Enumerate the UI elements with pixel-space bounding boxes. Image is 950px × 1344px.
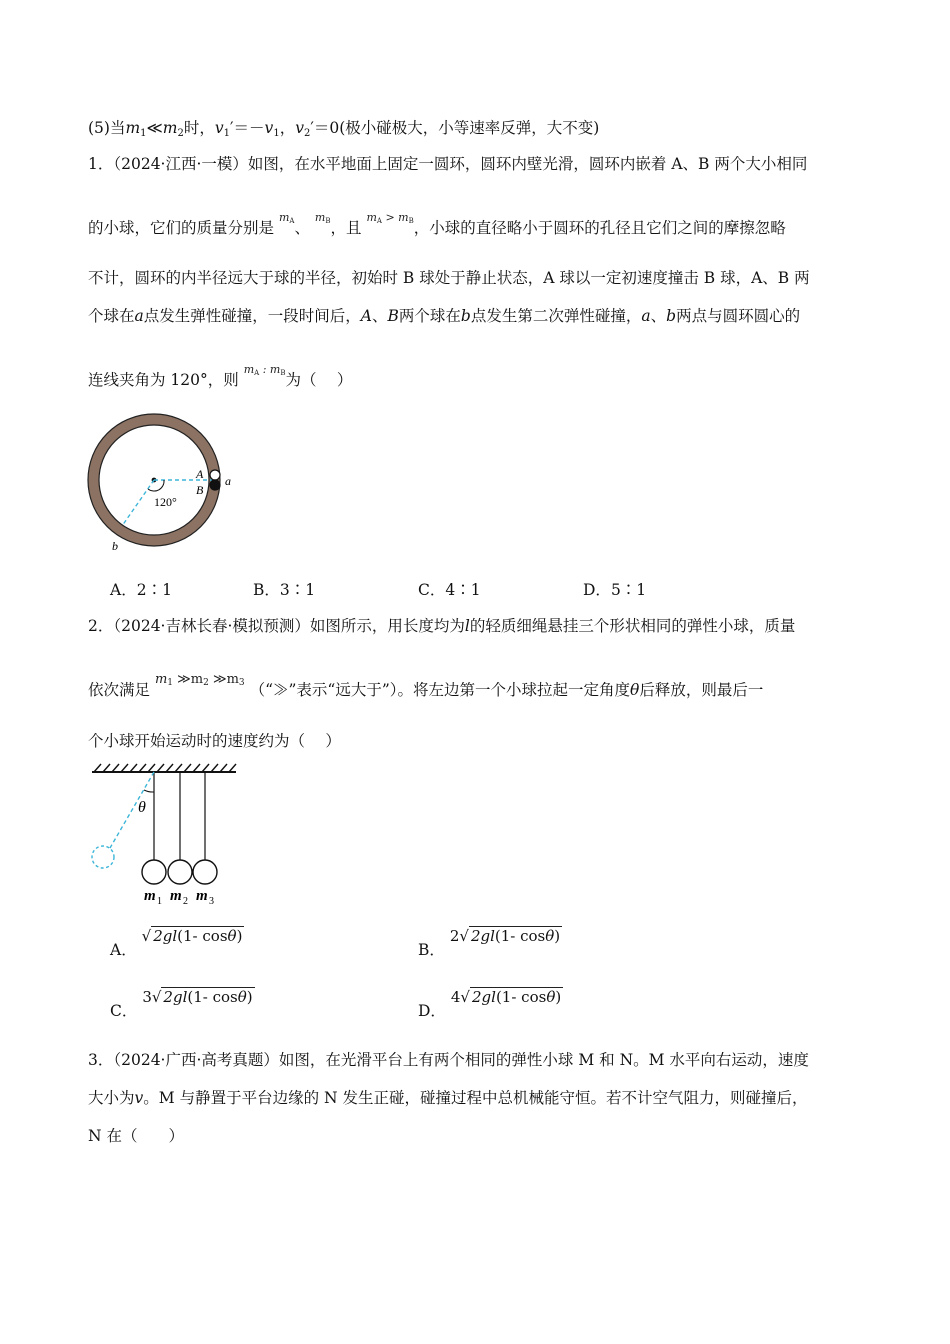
q3-line-3: N 在（ ）	[88, 1127, 184, 1145]
radical-expression: 3√ 2gl(1- cosθ)	[142, 988, 253, 1006]
mass-b-symbol: mB	[314, 211, 331, 225]
radical-expression: √ 2gl(1- cosθ)	[141, 927, 243, 945]
q2-option-b[interactable]: B． 2√ 2gl(1- cosθ)	[418, 927, 561, 959]
q1-option-d[interactable]: D．5∶1	[583, 581, 647, 599]
label-m3: m	[196, 888, 208, 904]
ring-figure	[82, 412, 252, 560]
q2-option-a[interactable]: A． √ 2gl(1- cosθ)	[110, 927, 243, 959]
q1-line-4: 个球在a点发生弹性碰撞，一段时间后，A、B两个球在b点发生第二次弹性碰撞，a、b两点与圆环圆心的	[88, 307, 801, 325]
q2-line-2: 依次满足 $^{m1 ≫m2 ≫m3}$ （“≫”表示“远大于”）。将左边第一个小球拉起一定角度θ后释放，则最后一	[88, 672, 764, 699]
q1-line-5: 连线夹角为 120°，则 $^{mA : mB}$为（ ）	[88, 363, 353, 389]
theta-arc	[144, 790, 154, 792]
mass-inequality: mA > mB	[366, 211, 414, 225]
ball-a	[210, 470, 220, 480]
label-theta: θ	[138, 799, 146, 816]
ball-m3	[193, 860, 217, 884]
q2-line-1: 2．（2024·吉林长春·模拟预测）如图所示，用长度均为l的轻质细绳悬挂三个形状相同的弹性小球，质量	[88, 617, 796, 635]
label-m3-sub: 3	[209, 896, 214, 907]
mass-order: m1 ≫m2 ≫m3	[154, 672, 245, 688]
q1-line-2: 的小球，它们的质量分别是 $^{mA}$、 $^{mB}$，且 $^{mA > mB}$，小球的直径略小于圆环的孔径且它们之间的摩擦忽略	[88, 211, 786, 237]
radical-expression: 2√ 2gl(1- cosθ)	[449, 927, 561, 945]
q1-option-a[interactable]: A．2∶1	[110, 581, 172, 599]
q1-line-3: 不计，圆环的内半径远大于球的半径，初始时 B 球处于静止状态，A 球以一定初速度撞击 B 球，A、B 两	[88, 269, 810, 287]
mass-ratio: mA : mB	[243, 363, 286, 377]
q3-line-1: 3．（2024·广西·高考真题）如图，在光滑平台上有两个相同的弹性小球 M 和 N。M 水平向右运动，速度	[88, 1051, 809, 1069]
label-m1: m	[144, 888, 156, 904]
mass-a-symbol: mA	[278, 211, 295, 225]
label-m1-sub: 1	[157, 896, 162, 907]
label-point-a: a	[225, 474, 231, 488]
ball-m2	[168, 860, 192, 884]
ball-b	[210, 480, 220, 490]
label-point-b: b	[112, 539, 118, 553]
label-m2: m	[170, 888, 182, 904]
q3-line-2: 大小为v。M 与静置于平台边缘的 N 发生正碰，碰撞过程中总机械能守恒。若不计空气阻力，则碰撞后，	[88, 1089, 808, 1107]
q2-option-c[interactable]: C． 3√ 2gl(1- cosθ)	[110, 988, 253, 1020]
label-m2-sub: 2	[183, 896, 188, 907]
raised-ball	[92, 846, 114, 868]
ball-m1	[142, 860, 166, 884]
radical-expression: 4√ 2gl(1- cosθ)	[450, 988, 562, 1006]
ceiling-hatch	[94, 764, 236, 772]
label-angle: 120°	[154, 495, 177, 509]
raised-string	[110, 772, 154, 848]
q2-line-3: 个小球开始运动时的速度约为（ ）	[88, 732, 341, 750]
q1-option-b[interactable]: B．3∶1	[253, 581, 316, 599]
label-ball-b: B	[196, 483, 204, 497]
intro-line: (5)当$m_1≪m_2$时，$v_1'=-v_1$，$v_2'=0$(极小碰极大，小等速率反弹，大不变)	[88, 119, 600, 139]
q1-option-c[interactable]: C．4∶1	[418, 581, 481, 599]
label-ball-a: A	[196, 467, 204, 481]
pendulum-figure	[86, 762, 246, 910]
q2-option-d[interactable]: D． 4√ 2gl(1- cosθ)	[418, 988, 562, 1020]
q1-line-1: 1．（2024·江西·一模）如图，在水平地面上固定一圆环，圆环内壁光滑，圆环内嵌着 A、B 两个大小相同	[88, 155, 808, 173]
